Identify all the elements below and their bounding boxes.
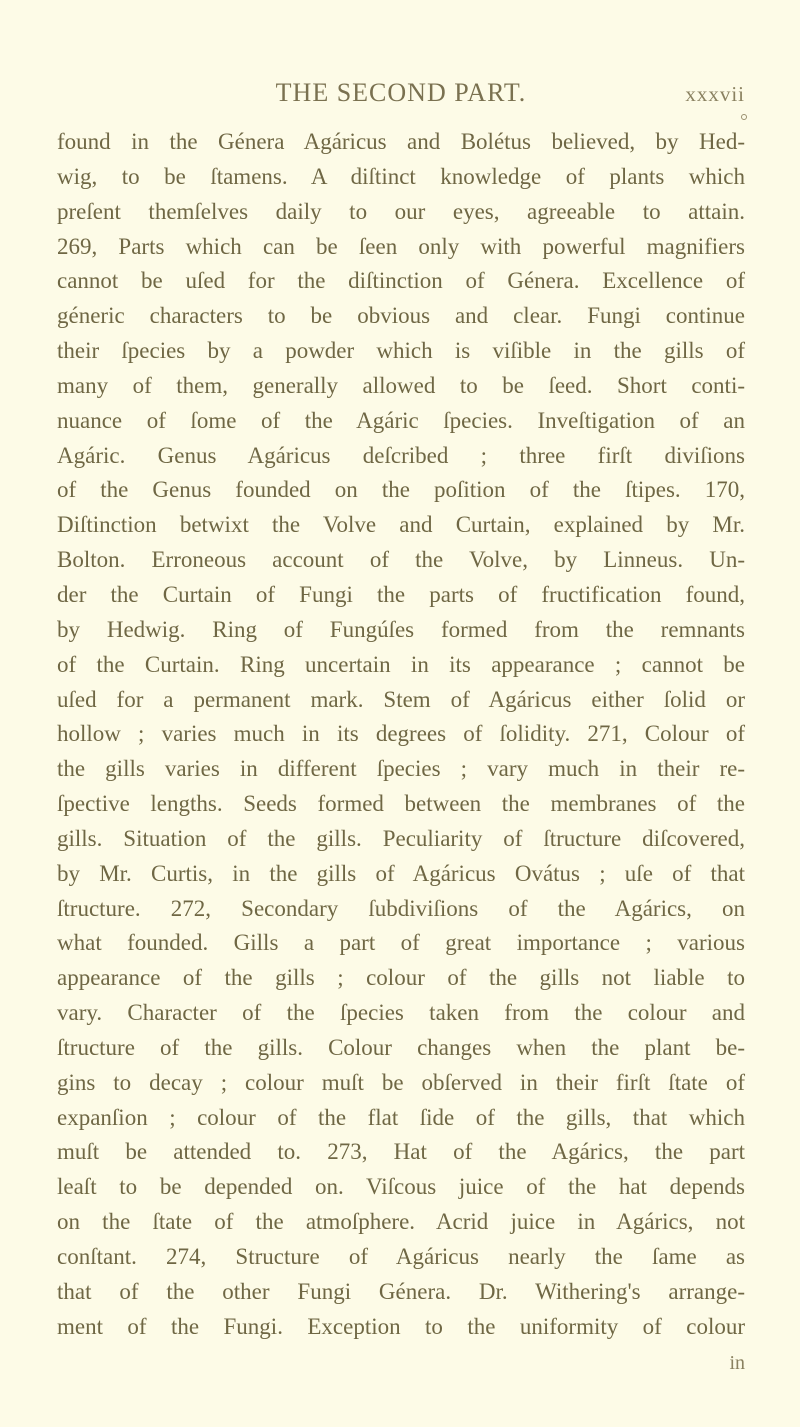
body-text [57, 125, 745, 1345]
text-line: Agáric. Genus Agáricus deſcribed ; three firſt diviſions [57, 442, 745, 468]
text-line: the gills varies in different ſpecies ; vary much in their re- [57, 756, 745, 782]
ink-speck-mark [741, 114, 747, 120]
text-line: of the Genus founded on the poſition of the ſtipes. 170, [57, 477, 745, 503]
page-header-title: THE SECOND PART. [275, 78, 527, 107]
text-line: found in the Génera Agáricus and Bolétus believed, by Hed- [57, 129, 745, 154]
page-number: xxxvii [685, 82, 745, 106]
text-line: by Hedwig. Ring of Fungúſes formed from the remnants [57, 616, 745, 642]
text-line: appearance of the gills ; colour of the gills not liable to [57, 965, 745, 991]
text-line: that of the other Fungi Génera. Dr. Withering's arrange- [57, 1278, 745, 1304]
text-line: vary. Character of the ſpecies taken from the colour and [57, 1000, 745, 1026]
text-line: ſtructure of the gills. Colour changes when the plant be- [57, 1034, 745, 1060]
text-line: nuance of ſome of the Agáric ſpecies. Inveſtigation of an [57, 407, 745, 433]
text-line: ſtructure. 272, Secondary ſubdiviſions of the Agárics, on [57, 895, 745, 921]
text-line: muſt be attended to. 273, Hat of the Agárics, the part [57, 1139, 745, 1165]
text-line: géneric characters to be obvious and clear. Fungi continue [57, 303, 745, 329]
text-line: many of them, generally allowed to be ſeed. Short conti- [57, 372, 745, 398]
text-line: on the ſtate of the atmoſphere. Acrid juice in Agárics, not [57, 1209, 745, 1235]
text-line: leaſt to be depended on. Viſcous juice of the hat depends [57, 1174, 745, 1200]
text-line: wig, to be ſtamens. A diſtinct knowledge of plants which [57, 163, 745, 189]
text-line: expanſion ; colour of the flat ſide of the gills, that which [57, 1104, 745, 1130]
text-line: what founded. Gills a part of great importance ; various [57, 930, 745, 956]
text-line: gins to decay ; colour muſt be obſerved in their firſt ſtate of [57, 1069, 745, 1095]
text-line: their ſpecies by a powder which is viſible in the gills of [57, 338, 745, 364]
text-line: of the Curtain. Ring uncertain in its appearance ; cannot be [57, 651, 745, 677]
text-line: hollow ; varies much in its degrees of ſolidity. 271, Colour of [57, 721, 745, 747]
text-line: uſed for a permanent mark. Stem of Agáricus either ſolid or [57, 686, 745, 712]
text-line: der the Curtain of Fungi the parts of fructification found, [57, 581, 745, 607]
text-line: preſent themſelves daily to our eyes, agreeable to attain. [57, 198, 745, 224]
text-line: by Mr. Curtis, in the gills of Agáricus Ovátus ; uſe of that [57, 860, 745, 886]
text-line: ment of the Fungi. Exception to the uniformity of colour [57, 1313, 745, 1339]
text-line: Bolton. Erroneous account of the Volve, by Linneus. Un- [57, 547, 745, 573]
text-line: gills. Situation of the gills. Peculiarity of ſtructure diſcovered, [57, 825, 745, 851]
text-line: ſpective lengths. Seeds formed between the membranes of the [57, 791, 745, 817]
catchword: in [729, 1352, 745, 1374]
text-line: Diſtinction betwixt the Volve and Curtain, explained by Mr. [57, 512, 745, 538]
text-line: cannot be uſed for the diſtinction of Génera. Excellence of [57, 268, 745, 294]
text-line: 269, Parts which can be ſeen only with powerful magnifiers [57, 233, 745, 259]
text-line: conſtant. 274, Structure of Agáricus nearly the ſame as [57, 1244, 745, 1269]
running-head [57, 78, 745, 110]
